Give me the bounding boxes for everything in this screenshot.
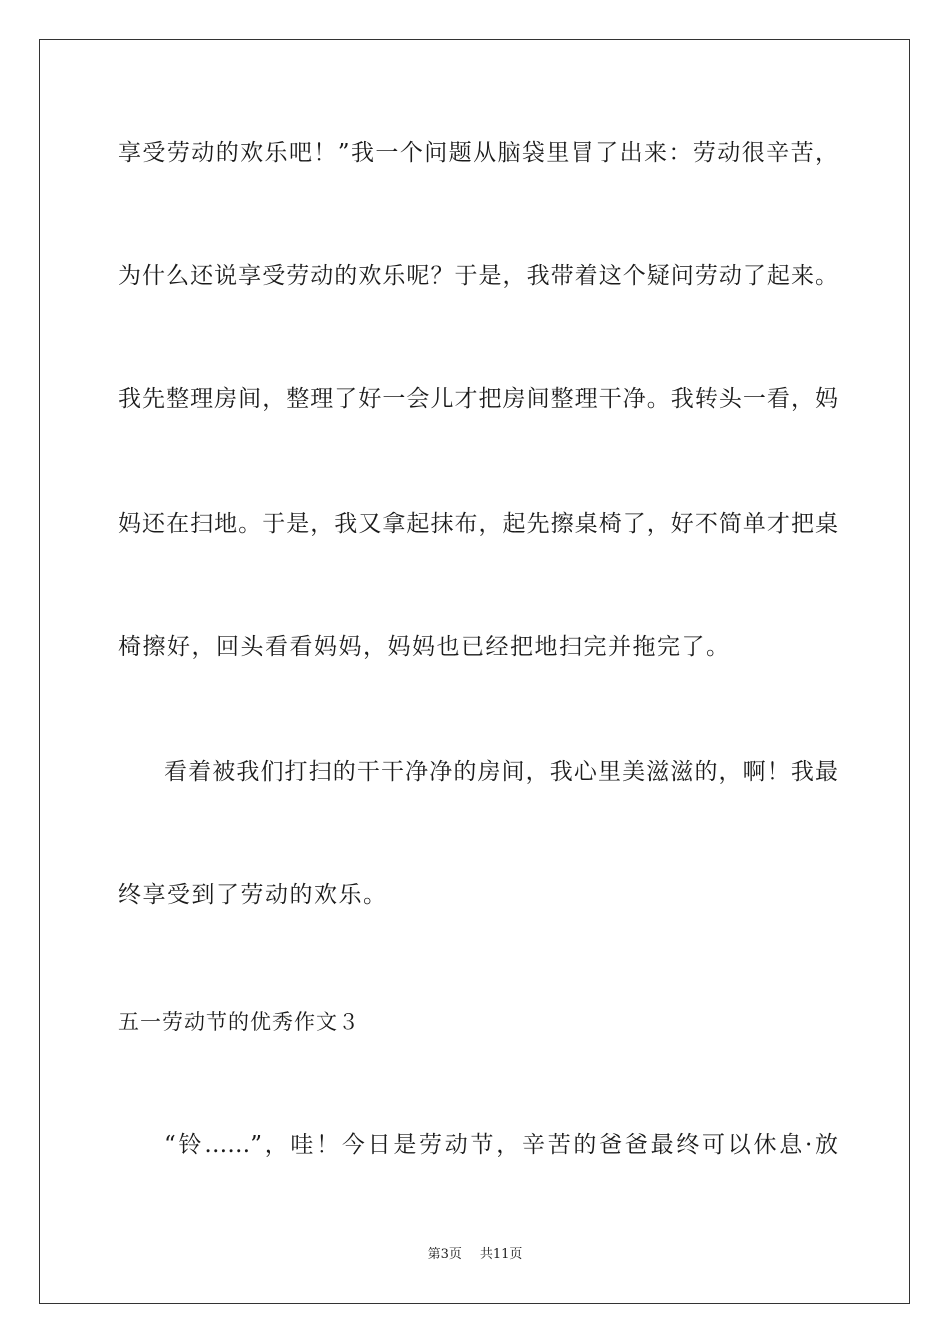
page-footer	[0, 1246, 950, 1264]
page-total: 共11页	[479, 1247, 523, 1262]
body-line-1: 享受劳动的欢乐吧！”我一个问题从脑袋里冒了出来：劳动很辛苦，	[118, 140, 838, 166]
body-line-5: 椅擦好，回头看看妈妈，妈妈也已经把地扫完并拖完了。	[118, 634, 731, 660]
page-border	[39, 39, 910, 1304]
body-line-7: 终享受到了劳动的欢乐。	[118, 882, 388, 908]
page-number: 第3页	[427, 1247, 462, 1262]
section-heading: 五一劳动节的优秀作文３	[118, 1010, 360, 1034]
body-line-2: 为什么还说享受劳动的欢乐呢？于是，我带着这个疑问劳动了起来。	[118, 263, 838, 289]
body-line-8: “铃……”，哇！今日是劳动节，辛苦的爸爸最终可以休息·放	[164, 1132, 838, 1158]
body-line-3: 我先整理房间，整理了好一会儿才把房间整理干净。我转头一看，妈	[118, 386, 838, 412]
body-line-6: 看着被我们打扫的干干净净的房间，我心里美滋滋的，啊！我最	[164, 759, 838, 785]
body-line-4: 妈还在扫地。于是，我又拿起抹布，起先擦桌椅了，好不简单才把桌	[118, 511, 838, 537]
